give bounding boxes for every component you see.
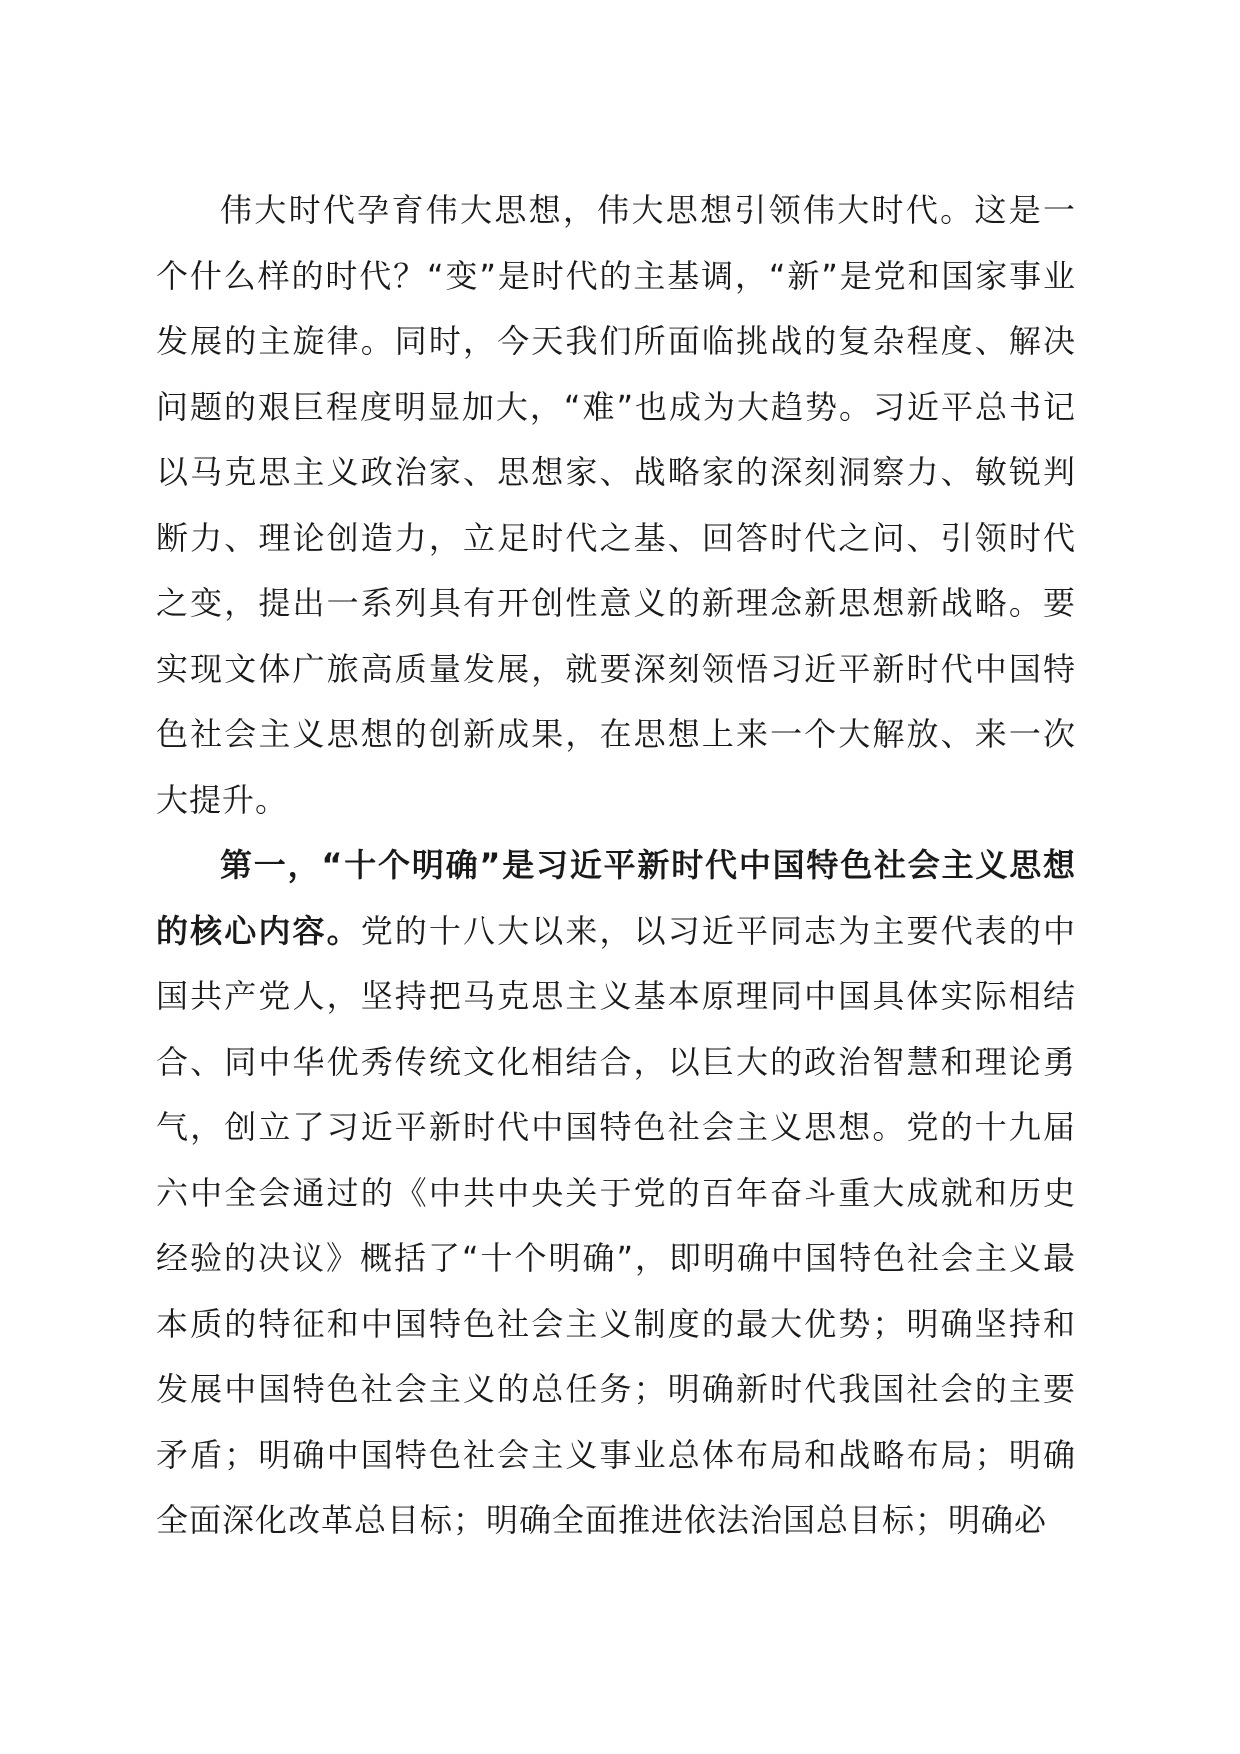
paragraph-intro-text: 伟大时代孕育伟大思想，伟大思想引领伟大时代。这是一个什么样的时代？“变”是时代的主基调，“新”是党和国家事业发展的主旋律。同时，今天我们所面临挑战的复杂程度、解决问题的艰巨程度明显加大，“难”也成为大趋势。习近平总书记以马克思主义政治家、思想家、战略家的深刻洞察力、敏锐判断力、理论创造力，立足时代之基、回答时代之问、引领时代之变，提出一系列具有开创性意义的新理念新思想新战略。要实现文体广旅高质量发展，就要深刻领悟习近平新时代中国特色社会主义思想的创新成果，在思想上来一个大解放、来一次大提升。 xyxy=(156,191,1076,819)
paragraph-first-point xyxy=(156,833,1076,1554)
paragraph-first-point-text: 党的十八大以来，以习近平同志为主要代表的中国共产党人，坚持把马克思主义基本原理同中国具体实际相结合、同中华优秀传统文化相结合，以巨大的政治智慧和理论勇气，创立了习近平新时代中国特色社会主义思想。党的十九届六中全会通过的《中共中央关于党的百年奋斗重大成就和历史经验的决议》概括了“十个明确”，即明确中国特色社会主义最本质的特征和中国特色社会主义制度的最大优势；明确坚持和发展中国特色社会主义的总任务；明确新时代我国社会的主要矛盾；明确中国特色社会主义事业总体布局和战略布局；明确全面深化改革总目标；明确全面推进依法治国总目标；明确必 xyxy=(156,911,1076,1539)
paragraph-first-point-heading: 第一，“十个明确”是习近平新时代中国特色社会主义思想的核心内容。 xyxy=(156,846,1076,950)
document-body xyxy=(156,178,1076,1554)
paragraph-intro xyxy=(156,178,1076,833)
